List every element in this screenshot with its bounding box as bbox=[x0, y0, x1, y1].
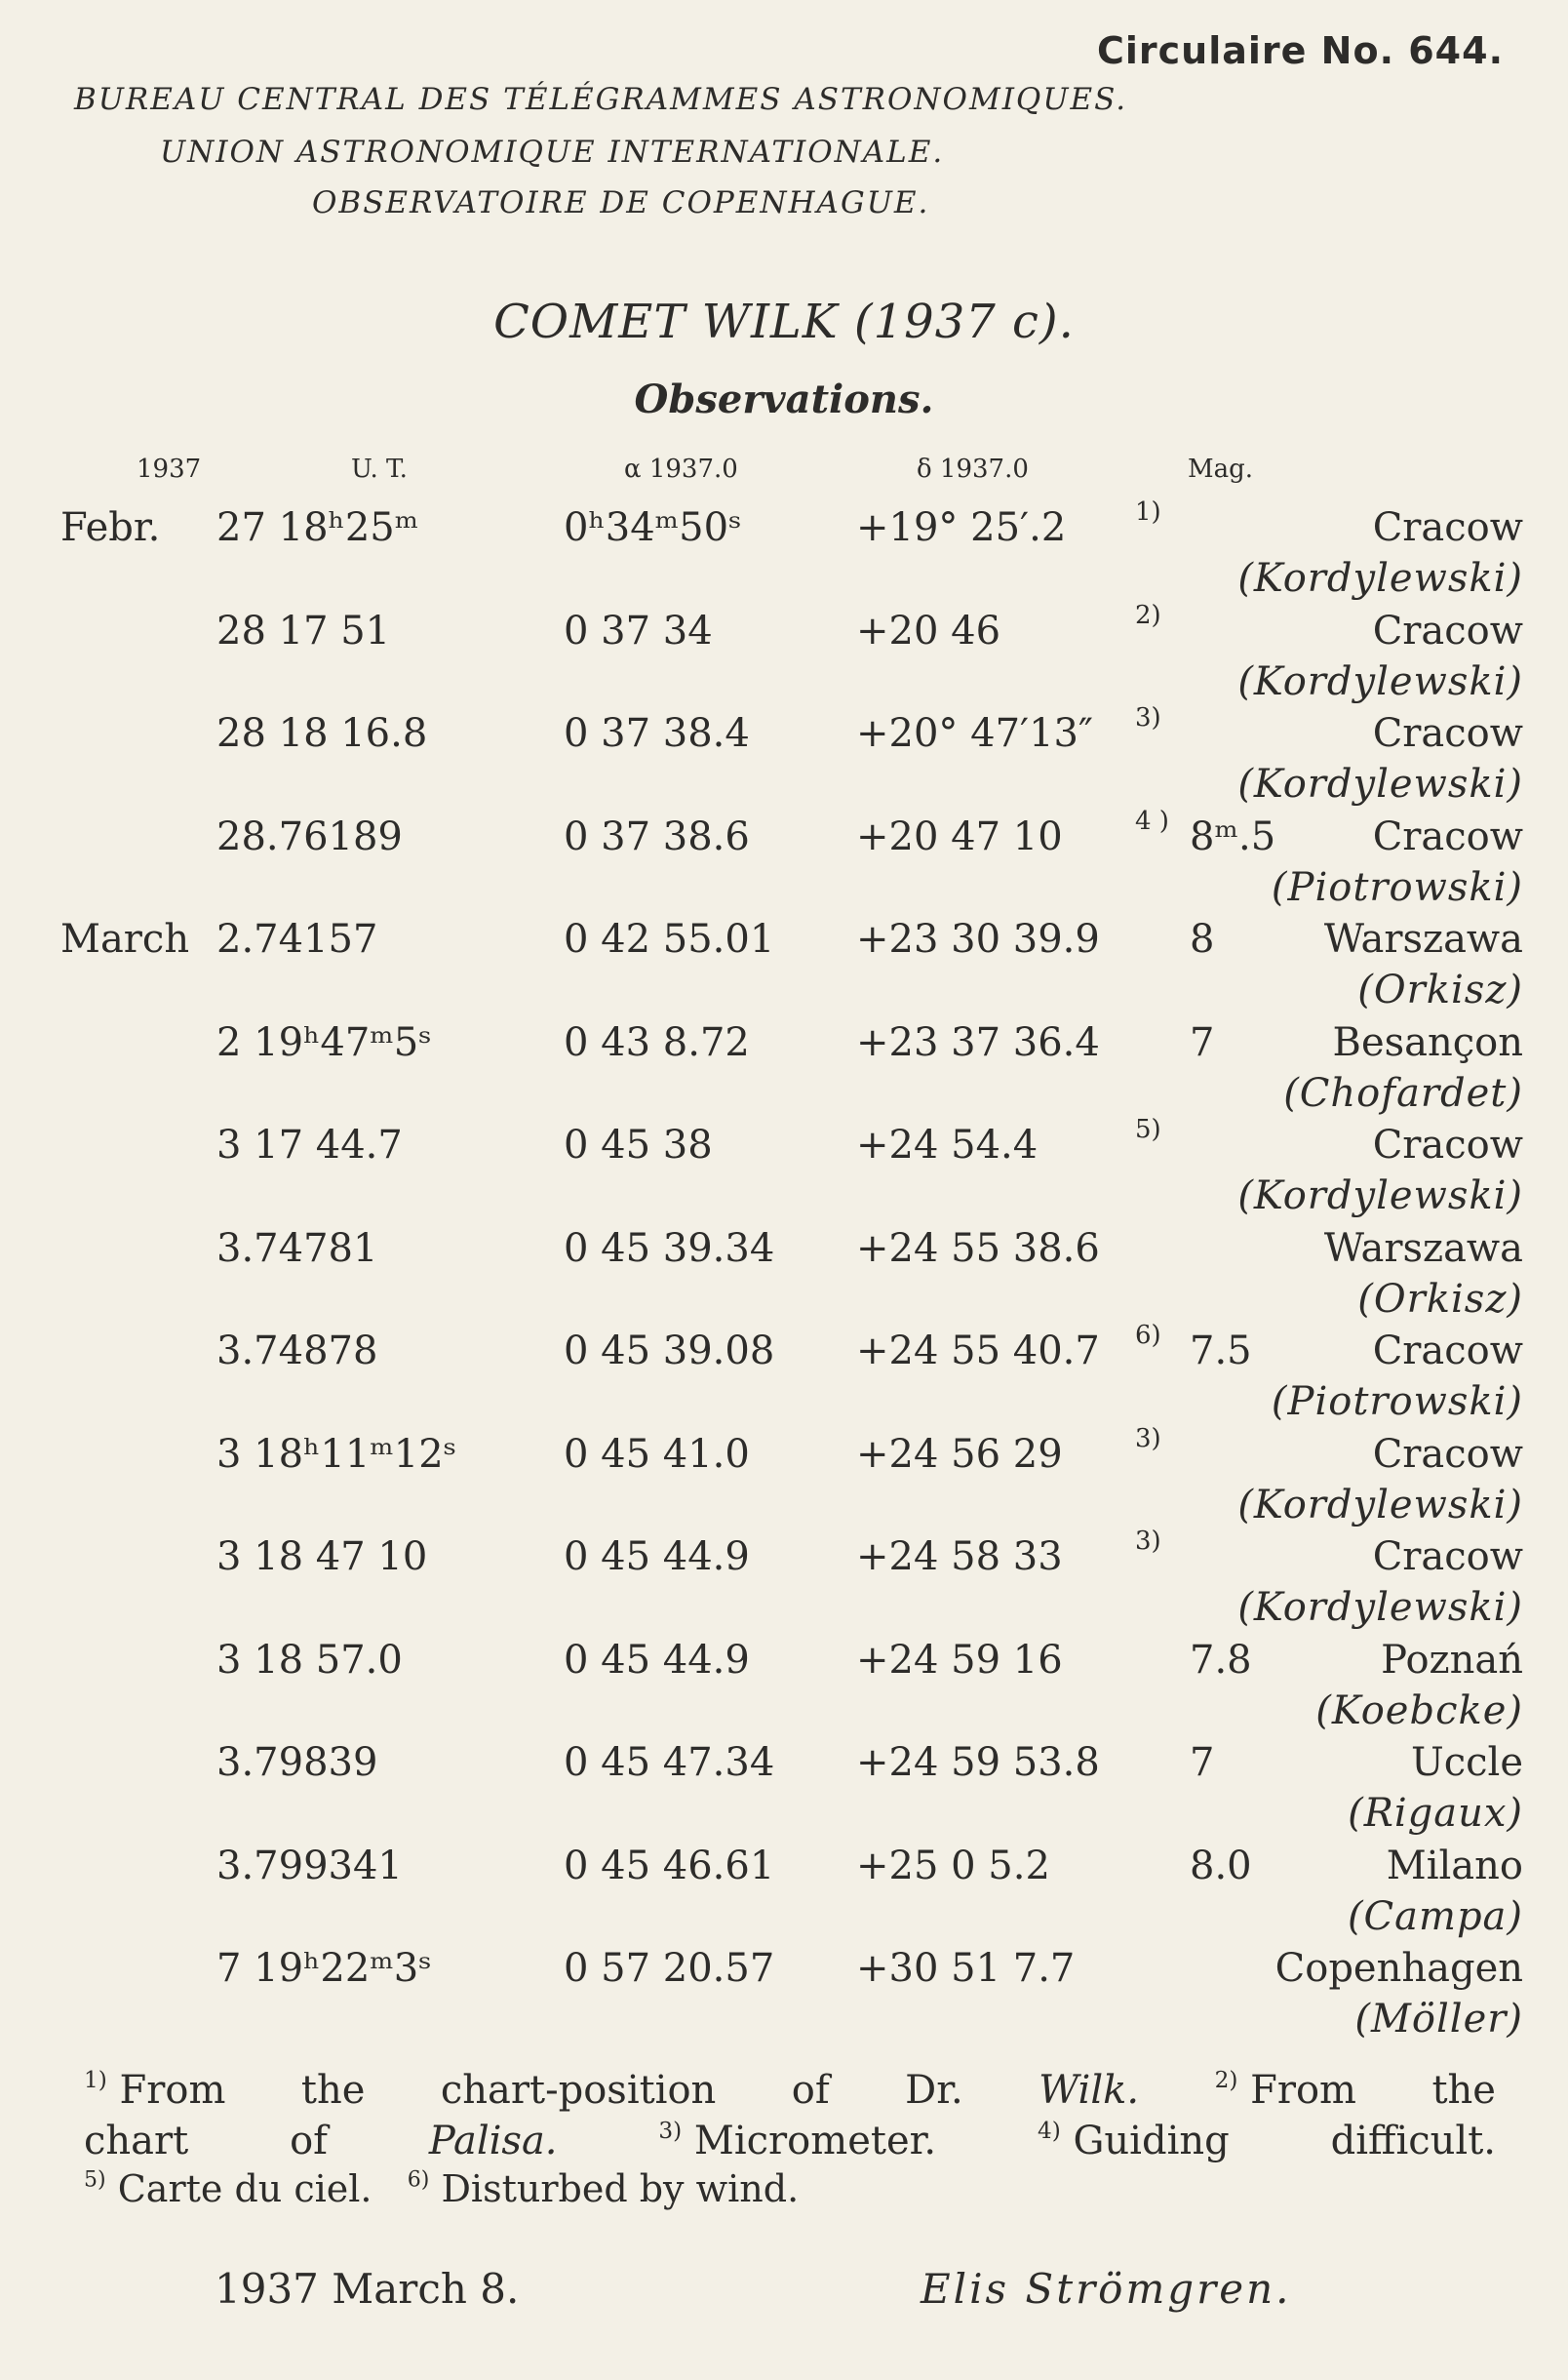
footnote-word: Disturbed by wind. bbox=[441, 2167, 800, 2210]
cell-dec: +24 58 33 bbox=[856, 1534, 1063, 1579]
cell-ra: 0 57 20.57 bbox=[564, 1946, 775, 1991]
page-title: COMET WILK (1937 c). bbox=[493, 295, 1075, 349]
cell-place: Besançon bbox=[1332, 1020, 1523, 1065]
cell-ra: 0 45 44.9 bbox=[564, 1534, 750, 1579]
cell-place: Cracow bbox=[1372, 609, 1523, 654]
cell-place: Cracow bbox=[1372, 814, 1523, 859]
cell-mag: 8ᵐ.5 bbox=[1190, 814, 1276, 859]
footnote-line-3 bbox=[84, 2167, 799, 2210]
cell-ra: 0 45 47.34 bbox=[564, 1740, 775, 1785]
footnote-word: difficult. bbox=[1330, 2119, 1496, 2163]
footnote-word: Dr. bbox=[905, 2068, 963, 2113]
cell-date: 3 18 57.0 bbox=[216, 1638, 403, 1683]
footnote-word: Guiding bbox=[1073, 2119, 1230, 2163]
cell-note: 2) bbox=[1135, 601, 1161, 630]
cell-observer: (Rigaux) bbox=[1348, 1791, 1523, 1836]
footnote-word: Palisa. bbox=[428, 2119, 558, 2163]
footnote-word: Micrometer. bbox=[693, 2119, 937, 2163]
footnote-mark: 6) bbox=[407, 2167, 430, 2193]
cell-observer: (Orkisz) bbox=[1357, 1277, 1523, 1322]
cell-mag: 7.8 bbox=[1190, 1638, 1252, 1683]
footnote-word: From bbox=[1250, 2068, 1356, 2113]
col-header-delta: δ 1937.0 bbox=[917, 455, 1029, 484]
cell-note: 5) bbox=[1135, 1115, 1161, 1144]
circular-number: Circulaire No. 644. bbox=[1097, 29, 1504, 72]
cell-dec: +23 37 36.4 bbox=[856, 1020, 1100, 1065]
footnote-word: Wilk. bbox=[1039, 2068, 1140, 2113]
cell-place: Uccle bbox=[1411, 1740, 1523, 1785]
cell-place: Warszawa bbox=[1323, 917, 1523, 962]
cell-observer: (Piotrowski) bbox=[1271, 1379, 1523, 1424]
cell-observer: (Orkisz) bbox=[1357, 968, 1523, 1012]
cell-month: March bbox=[60, 917, 190, 962]
cell-observer: (Campa) bbox=[1347, 1894, 1523, 1939]
cell-date: 28 18 16.8 bbox=[216, 711, 428, 756]
union-line: UNION ASTRONOMIQUE INTERNATIONALE. bbox=[160, 135, 945, 170]
cell-ra: 0 37 38.6 bbox=[564, 814, 750, 859]
cell-month: Febr. bbox=[60, 505, 161, 550]
cell-place: Cracow bbox=[1372, 711, 1523, 756]
cell-mag: 8 bbox=[1190, 917, 1215, 962]
footnote-word: Carte du ciel. bbox=[117, 2167, 372, 2210]
cell-dec: +24 59 53.8 bbox=[856, 1740, 1100, 1785]
cell-dec: +20° 47′13″ bbox=[856, 711, 1093, 756]
cell-ra: 0 45 46.61 bbox=[564, 1844, 775, 1888]
cell-date: 2.74157 bbox=[216, 917, 378, 962]
cell-date: 28.76189 bbox=[216, 814, 403, 859]
cell-date: 28 17 51 bbox=[216, 609, 391, 654]
cell-ra: 0 45 44.9 bbox=[564, 1638, 750, 1683]
cell-place: Warszawa bbox=[1323, 1226, 1523, 1271]
cell-observer: (Piotrowski) bbox=[1271, 865, 1523, 910]
cell-observer: (Kordylewski) bbox=[1237, 762, 1523, 807]
cell-observer: (Möller) bbox=[1354, 1997, 1523, 2042]
cell-place: Poznań bbox=[1381, 1638, 1523, 1683]
cell-dec: +30 51 7.7 bbox=[856, 1946, 1076, 1991]
col-header-year: 1937 bbox=[137, 455, 202, 484]
cell-observer: (Kordylewski) bbox=[1237, 1483, 1523, 1527]
footnote-word: of bbox=[290, 2119, 328, 2163]
footnote-word: chart-position bbox=[440, 2068, 717, 2113]
footnote-word: chart bbox=[84, 2119, 189, 2163]
footnote-word: of bbox=[791, 2068, 830, 2113]
cell-ra: 0 45 41.0 bbox=[564, 1432, 750, 1477]
cell-mag: 7 bbox=[1190, 1020, 1215, 1065]
cell-dec: +24 56 29 bbox=[856, 1432, 1063, 1477]
cell-place: Cracow bbox=[1372, 1329, 1523, 1373]
page-subtitle: Observations. bbox=[634, 377, 934, 422]
cell-date: 3 17 44.7 bbox=[216, 1123, 403, 1168]
cell-ra: 0ʰ34ᵐ50ˢ bbox=[564, 505, 742, 550]
cell-place: Copenhagen bbox=[1274, 1946, 1523, 1991]
col-header-mag: Mag. bbox=[1188, 455, 1254, 484]
cell-place: Cracow bbox=[1372, 1432, 1523, 1477]
cell-date: 27 18ʰ25ᵐ bbox=[216, 505, 419, 550]
cell-date: 7 19ʰ22ᵐ3ˢ bbox=[216, 1946, 432, 1991]
cell-date: 3.74878 bbox=[216, 1329, 378, 1373]
footer-date: 1937 March 8. bbox=[215, 2265, 520, 2313]
bureau-line: BUREAU CENTRAL DES TÉLÉGRAMMES ASTRONOMIQUES. bbox=[74, 82, 1128, 117]
cell-date: 2 19ʰ47ᵐ5ˢ bbox=[216, 1020, 432, 1065]
footnote-word: the bbox=[300, 2068, 366, 2113]
cell-observer: (Kordylewski) bbox=[1237, 659, 1523, 704]
cell-date: 3 18ʰ11ᵐ12ˢ bbox=[216, 1432, 457, 1477]
footnote-mark: 1) bbox=[84, 2066, 107, 2093]
cell-date: 3.74781 bbox=[216, 1226, 378, 1271]
footnote-mark: 4) bbox=[1037, 2117, 1061, 2144]
cell-note: 3) bbox=[1135, 1424, 1161, 1453]
cell-ra: 0 37 38.4 bbox=[564, 711, 750, 756]
cell-date: 3.799341 bbox=[216, 1844, 403, 1888]
cell-dec: +24 59 16 bbox=[856, 1638, 1063, 1683]
cell-mag: 8.0 bbox=[1190, 1844, 1252, 1888]
cell-dec: +19° 25′.2 bbox=[856, 505, 1067, 550]
footer-signature: Elis Strömgren. bbox=[921, 2265, 1292, 2313]
footnote-mark: 5) bbox=[84, 2167, 106, 2193]
footnote-word: From bbox=[119, 2068, 226, 2113]
cell-mag: 7.5 bbox=[1190, 1329, 1252, 1373]
cell-ra: 0 45 38 bbox=[564, 1123, 713, 1168]
observatory-line: OBSERVATOIRE DE COPENHAGUE. bbox=[312, 185, 930, 220]
cell-date: 3.79839 bbox=[216, 1740, 378, 1785]
cell-dec: +23 30 39.9 bbox=[856, 917, 1100, 962]
cell-dec: +24 55 38.6 bbox=[856, 1226, 1100, 1271]
col-header-alpha: α 1937.0 bbox=[624, 455, 738, 484]
footnote-word: the bbox=[1431, 2068, 1496, 2113]
cell-observer: (Kordylewski) bbox=[1237, 1585, 1523, 1630]
cell-observer: (Chofardet) bbox=[1283, 1071, 1523, 1116]
col-header-ut: U. T. bbox=[351, 455, 408, 484]
cell-dec: +20 46 bbox=[856, 609, 1001, 654]
footnote-line-1 bbox=[84, 2068, 1496, 2113]
footnote-line-2 bbox=[84, 2119, 1496, 2163]
cell-note: 3) bbox=[1135, 1527, 1161, 1556]
cell-observer: (Koebcke) bbox=[1315, 1688, 1523, 1733]
cell-ra: 0 42 55.01 bbox=[564, 917, 775, 962]
cell-dec: +25 0 5.2 bbox=[856, 1844, 1050, 1888]
cell-dec: +20 47 10 bbox=[856, 814, 1063, 859]
cell-observer: (Kordylewski) bbox=[1237, 1173, 1523, 1218]
cell-note: 4 ) bbox=[1135, 807, 1169, 836]
cell-note: 6) bbox=[1135, 1321, 1161, 1350]
cell-ra: 0 45 39.34 bbox=[564, 1226, 775, 1271]
cell-place: Cracow bbox=[1372, 1123, 1523, 1168]
cell-mag: 7 bbox=[1190, 1740, 1215, 1785]
footnote-mark: 3) bbox=[658, 2117, 683, 2144]
cell-ra: 0 43 8.72 bbox=[564, 1020, 750, 1065]
footnote-mark: 2) bbox=[1214, 2066, 1238, 2093]
cell-note: 1) bbox=[1135, 497, 1161, 527]
cell-place: Cracow bbox=[1372, 1534, 1523, 1579]
cell-dec: +24 54.4 bbox=[856, 1123, 1039, 1168]
cell-ra: 0 37 34 bbox=[564, 609, 713, 654]
cell-date: 3 18 47 10 bbox=[216, 1534, 428, 1579]
cell-place: Cracow bbox=[1372, 505, 1523, 550]
cell-place: Milano bbox=[1386, 1844, 1523, 1888]
cell-dec: +24 55 40.7 bbox=[856, 1329, 1100, 1373]
cell-ra: 0 45 39.08 bbox=[564, 1329, 775, 1373]
cell-note: 3) bbox=[1135, 703, 1161, 733]
cell-observer: (Kordylewski) bbox=[1237, 556, 1523, 601]
